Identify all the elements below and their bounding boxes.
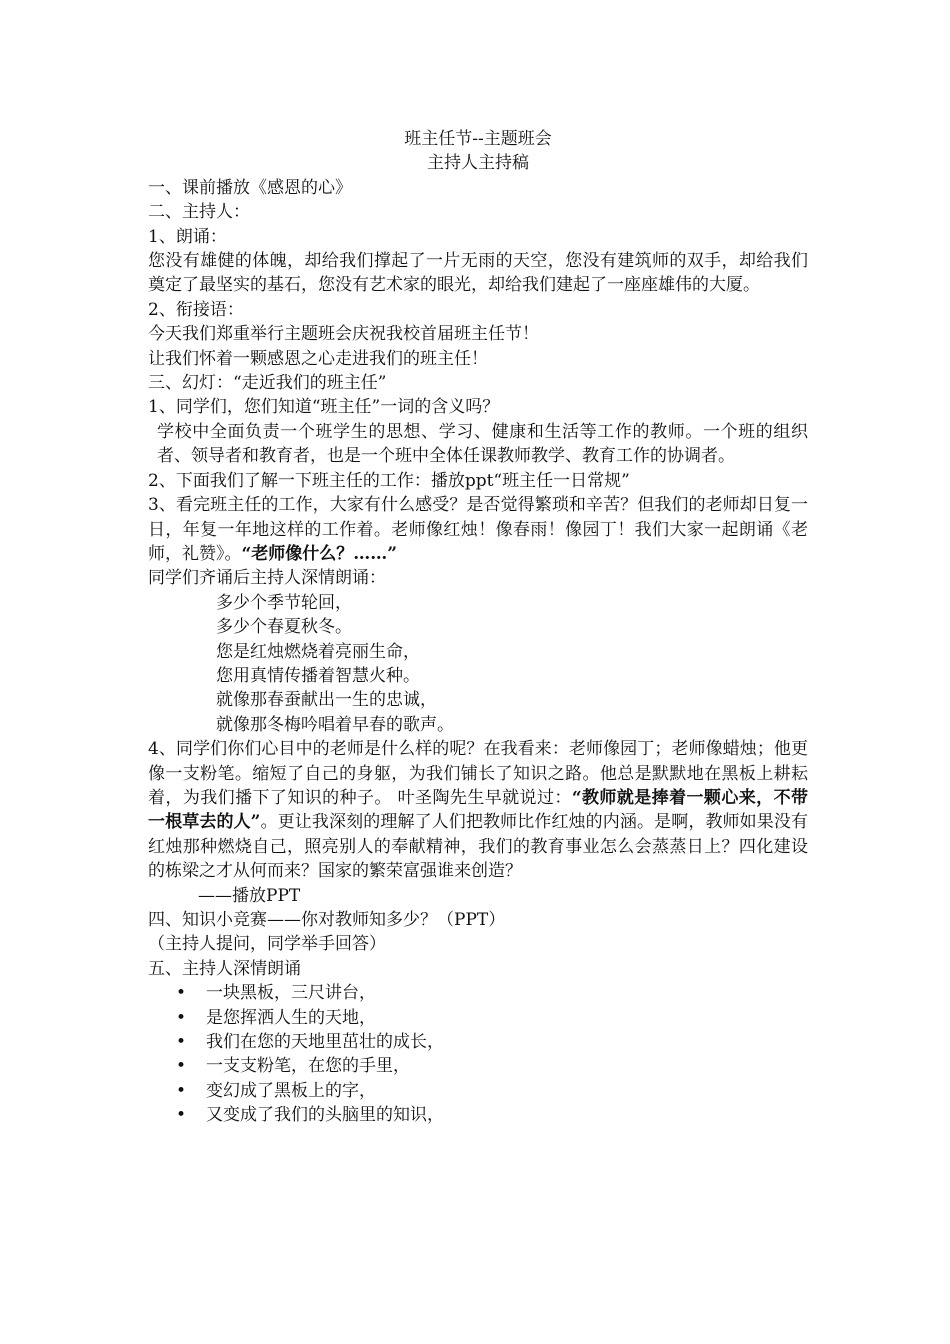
item-3-1: 1、同学们，您们知道“班主任”一词的含义吗？ [148,397,500,418]
document-body [148,127,808,1128]
poem-line: 多少个季节轮回， [216,592,352,613]
section-1-heading: 一、课前播放《感恩的心》 [148,177,352,198]
list-item [148,1079,808,1103]
definition-paragraph: 学校中全面负责一个班学生的思想、学习、健康和生活等工作的教师。一个班的组织者、领导者和教育者，也是一个班中全体任课教师教学、教育工作的协调者。 [157,421,808,467]
list-item [148,1054,808,1078]
invite-line: 让我们怀着一颗感恩之心走进我们的班主任！ [148,348,488,369]
item-4-text-b: 。更让我深刻的理解了人们把教师比作红烛的内涵。是啊，教师如果没有红烛那种燃烧自己，照亮别人的奉献精神，我们的教育事业怎么会蒸蒸日上？四化建设的栋梁之才从何而来？国家的繁荣富强谁来创造？ [148,812,809,882]
list-item-text: 一支支粉笔，在您的手里， [206,1056,410,1077]
doc-title: 班主任节--主题班会 [404,129,552,149]
item-3-3-text: 3、看完班主任的工作，大家有什么感受？是否觉得繁琐和辛苦？但我们的老师却日复一日，年复一年地这样的工作着。老师像红烛！像春雨！像园丁！我们大家一起朗诵《老师，礼赞》。 [148,495,808,564]
item-3-2: 2、下面我们了解一下班主任的工作：播放ppt“班主任一日常规” [148,470,630,491]
list-item [148,1103,808,1127]
list-item [148,1006,808,1030]
poem-line: 就像那冬梅吟唱着早春的歌声。 [216,714,454,735]
today-line: 今天我们郑重举行主题班会庆祝我校首届班主任节！ [148,324,539,345]
list-item [148,1030,808,1054]
poem-line: 您用真情传播着智慧火种。 [216,665,420,686]
item-4-text-a: 4、同学们你们心目中的老师是什么样的呢？在我看来：老师像园丁；老师像蜡烛；他更像一支粉笔。缩短了自己的身躯，为我们铺长了知识之路。他总是默默地在黑板上耕耘着，为我们播下了知识的种子。 叶圣陶先生早就说过： [148,739,808,808]
bullet-icon: • [176,1105,187,1126]
item-3-3-quote: “老师像什么？……” [241,543,398,564]
after-recital-line: 同学们齐诵后主持人深情朗诵： [148,568,386,589]
list-item-text: 是您挥洒人生的天地， [206,1007,376,1028]
play-ppt-line: ——播放PPT [198,885,301,906]
doc-subtitle: 主持人主持稿 [427,153,529,174]
list-item-text: 我们在您的天地里茁壮的成长， [206,1032,444,1053]
bullet-icon: • [176,1080,187,1101]
bullet-icon: • [176,1007,187,1028]
bullet-icon: • [176,983,187,1004]
list-item-text: 一块黑板，三尺讲台， [206,983,376,1004]
recite-paragraph: 您没有雄健的体魄，却给我们撑起了一片无雨的天空，您没有建筑师的双手，却给我们奠定了最坚实的基石，您没有艺术家的眼光，却给我们建起了一座座雄伟的大厦。 [148,251,808,296]
poem-line: 多少个春夏秋冬。 [216,617,352,638]
section-3-heading: 三、幻灯：“走近我们的班主任” [148,373,387,394]
item-transition-heading: 2、衔接语： [148,299,244,320]
section-5-heading: 五、主持人深情朗诵 [148,958,301,979]
item-recite-heading: 1、朗诵： [148,226,227,247]
list-item-text: 变幻成了黑板上的字， [206,1080,376,1101]
bullet-icon: • [176,1032,187,1053]
recital-bullet-list [148,981,808,1127]
poem-line: 就像那春蚕献出一生的忠诚， [216,690,437,711]
item-4-quote: “教师就是捧着一颗心来，不带一根草去的人” [148,787,809,833]
item-3-3-paragraph [148,493,808,566]
list-item-text: 又变成了我们的头脑里的知识， [206,1105,444,1126]
section-4-heading: 四、知识小竞赛——你对教师知多少？（PPT） [148,910,506,930]
section-2-heading: 二、主持人： [148,202,250,223]
poem-line: 您是红烛燃烧着亮丽生命， [216,641,420,662]
list-item [148,981,808,1005]
bullet-icon: • [176,1056,187,1077]
host-note-line: （主持人提问，同学举手回答） [148,934,386,955]
item-4-paragraph [148,737,808,883]
